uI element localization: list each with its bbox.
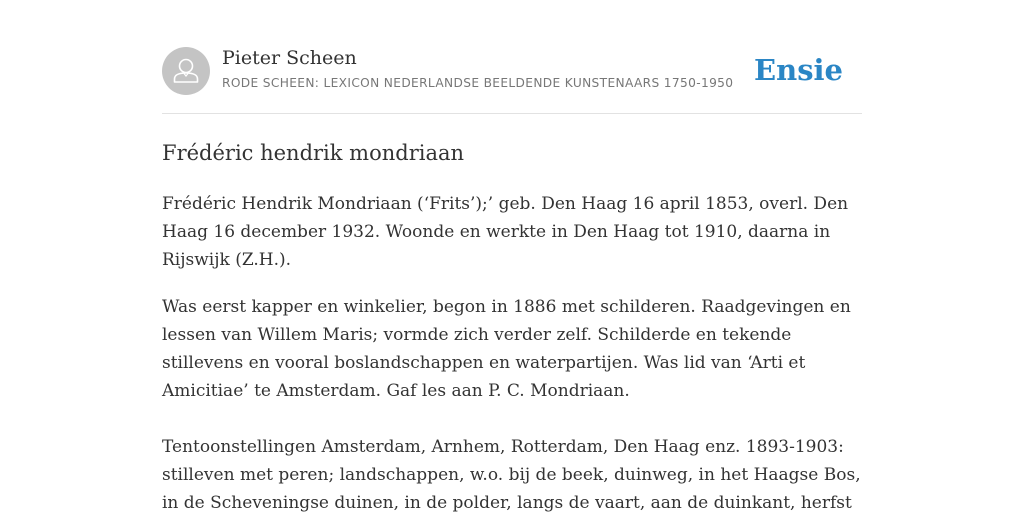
article-paragraph [162, 433, 862, 512]
author-name[interactable]: Pieter Scheen [222, 47, 357, 69]
paragraph-line: Haag 16 december 1932. Woonde en werkte in Den Haag tot 1910, daarna in [162, 222, 831, 242]
paragraph-line: Amicitiae’ te Amsterdam. Gaf les aan P. C. Mondriaan. [162, 381, 630, 401]
article-paragraph [162, 293, 862, 405]
article-title: Frédéric hendrik mondriaan [162, 141, 465, 165]
paragraph-line: lessen van Willem Maris; vormde zich verder zelf. Schilderde en tekende [162, 325, 792, 345]
user-silhouette-icon [162, 47, 210, 95]
paragraph-line: Rijswijk (Z.H.). [162, 250, 292, 270]
article-header [162, 46, 862, 114]
paragraph-line: Was eerst kapper en winkelier, begon in 1886 met schilderen. Raadgevingen en [162, 297, 851, 317]
source-title[interactable]: RODE SCHEEN: LEXICON NEDERLANDSE BEELDENDE KUNSTENAARS 1750-1950 [222, 76, 734, 90]
author-avatar[interactable] [162, 47, 210, 95]
article-paragraph [162, 190, 862, 274]
paragraph-line: in de Scheveningse duinen, in de polder, langs de vaart, aan de duinkant, herfst [162, 493, 852, 512]
paragraph-line: stillevens en vooral boslandschappen en waterpartijen. Was lid van ‘Arti et [162, 353, 806, 373]
paragraph-line: Frédéric Hendrik Mondriaan (‘Frits’);’ geb. Den Haag 16 april 1853, overl. Den [162, 194, 849, 214]
brand-logo-link[interactable]: Ensie [754, 53, 843, 87]
paragraph-line: stilleven met peren; landschappen, w.o. bij de beek, duinweg, in het Haagse Bos, [162, 465, 861, 485]
paragraph-line: Tentoonstellingen Amsterdam, Arnhem, Rotterdam, Den Haag enz. 1893-1903: [162, 437, 844, 457]
